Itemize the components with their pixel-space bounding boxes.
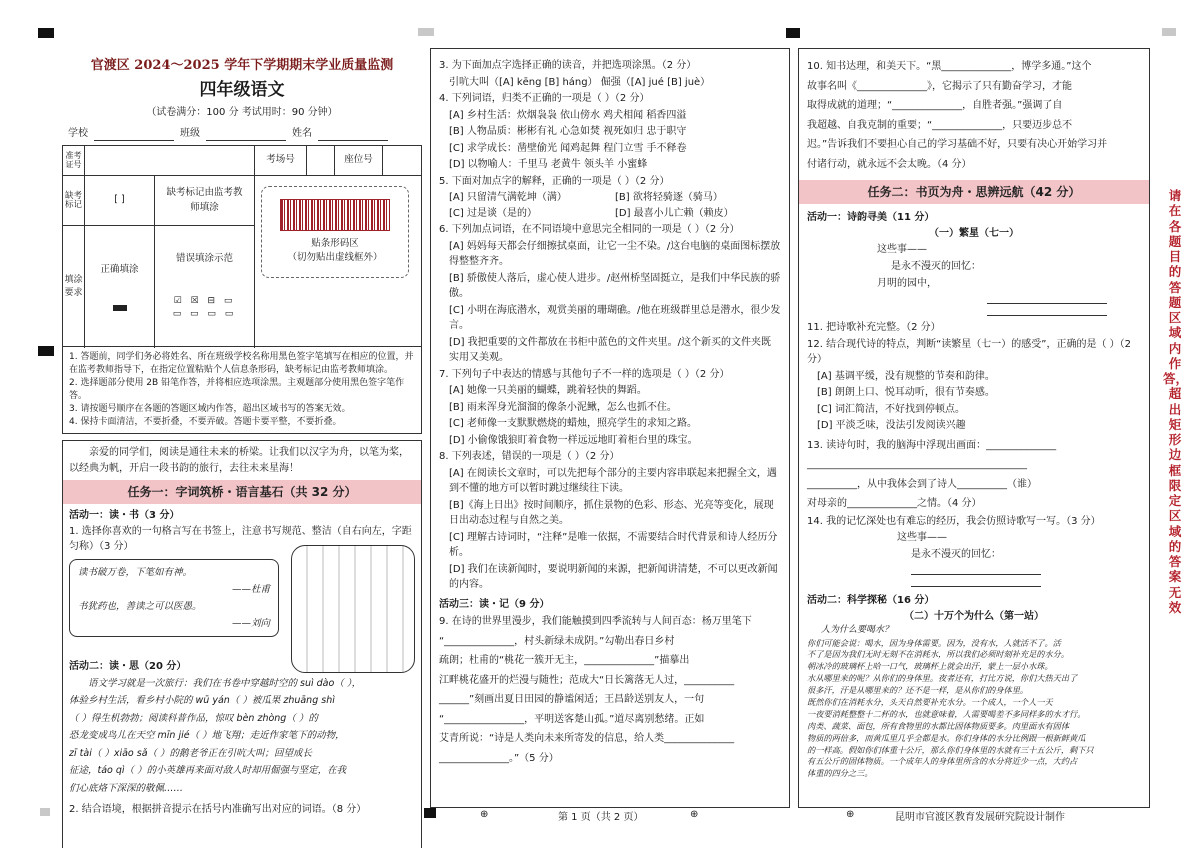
option[interactable]: [A] 妈妈每天都会仔细擦拭桌面，让它一尘不染。/这台电脑的桌面图标摆放得整整齐齐。 bbox=[449, 240, 781, 267]
registration-mark bbox=[38, 346, 54, 356]
pinyin-passage: 语文学习就是一次旅行：我们在书卷中穿越时空的 suì dào（ ）， 体验乡村生活，看乡村小院的 wū yán（ ）被瓜果 zhuāng shì （ ）得生机勃勃；阅读科普作品，惊叹 bèn zhòng（ ）的 恐龙变成鸟儿在天空 mīn jié（ ）地飞翔；走近作家笔下的动物， zī tài（ ）xiāo sǎ（ ）的鹅老爷正在引吭大叫；回望成长 征途，táo qì（ ）的小英雄再来面对敌人时却用倔强与坚定，在我 们心底烙下深深的敬佩…… bbox=[69, 677, 362, 795]
registration-mark bbox=[38, 28, 54, 38]
question-6: 6. 下列加点词语，在不同语境中意思完全相同的一项是（ ）（2 分） [A] 妈妈每天都会仔细擦拭桌面，让它一尘不染。/这台电脑的桌面图标摆放得整整齐齐。 [B] 骄傲使人落后，虚心使人进步。/赵州桥坚固挺立，是我们中华民族的骄傲。 [C] 小明在海底潜水，观赏美丽的珊瑚礁。/他在班级群里总是潜水，很少发言。 [D] 我把重要的文件都放在书柜中蓝色的文件夹里。/这个新买的文件夹既实用又美观。 bbox=[439, 222, 781, 366]
option[interactable]: [D] 我们在读新闻时，要说明新闻的来源，把新闻讲清楚，不可以更改新闻的内容。 bbox=[449, 563, 778, 590]
option[interactable]: [D] 小偷像饿狼盯着食物一样远远地盯着柜台里的珠宝。 bbox=[449, 434, 698, 446]
column-middle bbox=[430, 48, 790, 808]
barcode-note: （切勿贴出虚线框外） bbox=[287, 252, 383, 263]
qk-checkbox[interactable]: [ ] bbox=[85, 176, 155, 226]
option[interactable]: [A] 基调平缓，没有规整的节奏和韵律。 bbox=[817, 370, 995, 382]
tt-label: 填涂要求 bbox=[63, 226, 85, 348]
zkz-label: 准考证号 bbox=[63, 146, 85, 176]
question-4: 4. 下列词语，归类不正确的一项是（ ）（2 分） [A] 乡村生活：炊烟袅袅 依山傍水 鸡犬相闻 稻香四溢 [B] 人物品质：彬彬有礼 心急如焚 视死如归 忠于职守 [C] 求学成长：凿壁偷光 闻鸡起舞 程门立雪 手不释卷 [D] 以物喻人：千里马 老黄牛 领头羊 小蜜蜂 bbox=[439, 91, 781, 173]
registration-mark bbox=[40, 808, 50, 816]
question-5: 5. 下面对加点字的解释，正确的一项是（ ）（2 分） [A] 只留清气满乾坤（满） [B] 欲将轻骑逐（骑马） [C] 过是谈（是的） [D] 最喜小儿亡赖（赖皮） bbox=[439, 174, 781, 222]
answer-section-1 bbox=[62, 440, 422, 848]
option[interactable]: [B]《海上日出》按时间顺序，抓住景物的色彩、形态、光亮等变化，展现日出动态过程与自然之美。 bbox=[449, 499, 774, 526]
registration-mark bbox=[418, 28, 434, 36]
school-label: 学校 bbox=[68, 128, 88, 139]
option[interactable]: [C] 词汇简洁，不好找到停顿点。 bbox=[817, 403, 965, 415]
page-number: 第 1 页（共 2 页） bbox=[558, 812, 644, 823]
registration-mark bbox=[1162, 28, 1176, 36]
question-14: 14. 我的记忆深处也有难忘的经历，我会仿照诗歌写一写。（3 分） bbox=[807, 515, 1101, 527]
question-13: 13. 读诗句时，我的脑海中浮现出画面：______________ ____________________________________________ __________，从中我体会到了诗人__________（谁） 对母亲的______________之情。（4 分） bbox=[807, 439, 1057, 509]
crosshair-icon: ⊕ bbox=[690, 809, 699, 820]
question-8: 8. 下列表述，错误的一项是（ ）（2 分） [A] 在阅读长文章时，可以先把每个部分的主要内容串联起来把握全文，遇到不懂的地方可以暂时跳过继续往下读。 [B]《海上日出》按时间顺序，抓住景物的色彩、形态、光亮等变化，展现日出动态过程与自然之美。 [C] 理解古诗词时，“注释”是唯一依据，不需要结合时代背景和诗人经历分析。 [D] 我们在读新闻时，要说明新闻的来源，把新闻讲清楚，不可以更改新闻的内容。 bbox=[439, 449, 781, 593]
question-12: 12. 结合现代诗的特点，判断“读繁星（七一）的感受”，正确的是（ ）（2 分） [A] 基调平缓，没有规整的节奏和韵律。 [B] 朗朗上口、悦耳动听，很有节奏感。 [C] 词汇简洁，不好找到停顿点。 [D] 平淡乏味，没法引发阅读兴趣 bbox=[807, 337, 1141, 434]
instruction-item: 2. 选择题部分使用 2B 铅笔作答，并将相应选项涂黑。主观题部分使用黑色签字笔作答。 bbox=[69, 378, 405, 402]
question-1: 1. 选择你喜欢的一句格言写在书签上，注意书写规范、整洁（自右向左，字距匀称）（3 分） bbox=[69, 525, 412, 553]
option[interactable]: [D] 平淡乏味，没法引发阅读兴趣 bbox=[817, 420, 966, 431]
activity-3-title: 活动三：读・记（9 分） bbox=[439, 598, 550, 610]
option[interactable]: [A] 只留清气满乾坤（满） bbox=[449, 192, 567, 203]
id-box bbox=[62, 145, 422, 347]
option[interactable]: [A] 在阅读长文章时，可以先把每个部分的主要内容串联起来把握全文，遇到不懂的地方可以暂时跳过继续往下读。 bbox=[449, 467, 777, 494]
poem-blank[interactable] bbox=[987, 304, 1107, 316]
zkz-field[interactable] bbox=[85, 146, 255, 176]
bookmark-writing-area[interactable] bbox=[291, 545, 415, 673]
zwh-label: 座位号 bbox=[335, 146, 383, 176]
activity-2-title: 活动二：读・思（20 分） bbox=[69, 661, 187, 673]
question-7: 7. 下列句子中表达的情感与其他句子不一样的选项是（ ）（2 分） [A] 她像一只美丽的蝴蝶，跳着轻快的舞蹈。 [B] 雨来浑身光溜溜的像条小泥鳅，怎么也抓不住。 [C] 老师像一支默默燃烧的蜡烛，照亮学生的求知之路。 [D] 小偷像饿狼盯着食物一样远远地盯着柜台里的珠宝。 bbox=[439, 367, 781, 449]
activity-1-title: 活动一：读・书（3 分） bbox=[69, 510, 180, 522]
class-label: 班级 bbox=[180, 128, 200, 139]
option[interactable]: [D] 最喜小儿亡赖（赖皮） bbox=[615, 207, 734, 219]
poem-writing: 这些事—— 是永不漫灭的回忆： bbox=[807, 529, 1141, 587]
reading-title: （二）十万个为什么（第一站） bbox=[904, 610, 1044, 622]
poem-blank[interactable] bbox=[987, 292, 1107, 304]
barcode-icon bbox=[280, 199, 390, 231]
crosshair-icon: ⊕ bbox=[846, 809, 855, 820]
option[interactable]: [C] 求学成长：凿壁偷光 闻鸡起舞 程门立雪 手不释卷 bbox=[449, 142, 687, 154]
registration-mark bbox=[786, 28, 800, 38]
exam-meta: （试卷满分：100 分 考试用时：90 分钟） bbox=[146, 107, 338, 118]
side-warning: 请在各题目的答题区域内作答，超出矩形边框限定区域的答案无效 bbox=[1163, 188, 1189, 615]
task-1-header: 任务一：字词筑桥・语言基石（共 32 分） bbox=[63, 480, 421, 504]
question-10: 10. 知书达理，和美天下。“黑______________，博学多通。”这个 故事名叫《______________》，它揭示了只有勤奋学习，才能 取得成就的道理；“______________，自胜者强。”强调了自 我超越、自我克制的重要；“______________，只要迈步总不 迟。”告诉我们不要担心自己的学习基础不好，只要有决心开始学习并 付诸行动，就永远不会太晚。（4 分） bbox=[807, 61, 1108, 170]
zwh-field[interactable] bbox=[383, 146, 421, 176]
column-right bbox=[798, 48, 1150, 808]
option[interactable]: [D] 我把重要的文件都放在书柜中蓝色的文件夹里。/这个新买的文件夹既实用又美观。 bbox=[449, 336, 772, 363]
barcode-label: 贴条形码区 bbox=[311, 237, 359, 249]
exam-title: 官渡区 2024～2025 学年下学期期末学业质量监测 bbox=[90, 58, 394, 73]
poem: 这些事—— 是永不漫灭的回忆： 月明的园中， bbox=[807, 241, 1141, 316]
name-field[interactable] bbox=[318, 126, 388, 141]
instruction-item: 4. 保持卡面清洁，不要折叠，不要弄破。答题卡要平整，不要折叠。 bbox=[69, 417, 342, 428]
option[interactable]: [B] 欲将轻骑逐（骑马） bbox=[615, 192, 723, 203]
instructions bbox=[62, 347, 422, 434]
wrong-fill-example: 错误填涂示范 ☑ ☒ ⊟ ▭ ▭ ▭ ▭ ▭ bbox=[155, 226, 255, 348]
student-info-row bbox=[68, 126, 422, 141]
poem-blank[interactable] bbox=[911, 575, 1041, 587]
task-2-header: 任务二：书页为舟・思辨远航（42 分） bbox=[799, 180, 1149, 204]
instruction-item: 3. 请按题号顺序在各题的答题区域内作答，超出区域书写的答案无效。 bbox=[69, 404, 351, 415]
activity-c2-title: 活动二：科学探秘（16 分） bbox=[807, 595, 935, 606]
registration-mark bbox=[424, 808, 436, 818]
correct-fill-example: 正确填涂 bbox=[85, 226, 155, 348]
question-11: 11. 把诗歌补充完整。（2 分） bbox=[807, 322, 941, 333]
instruction-item: 1. 答题前，同学们务必将姓名、所在班级学校名称用黑色签字笔填写在相应的位置，并在监考教师指导下，在指定位置粘贴个人信息条形码，缺考标记由监考教师填涂。 bbox=[69, 352, 414, 376]
reading-passage: 你们可能会说：喝水，因为身体需要。因为，没有水，人就活不了。活 不了是因为我们无时无刻不在消耗水，所以我们必须时刻补充足的水分。 朝冰冷的玻璃杯上哈一口气，玻璃杯上就会出汗，蒙上一层小水珠。 水从哪里来的呢？从你们的身体里。夜者还有，打比方说，你们大热天出了 很多汗，汗是从哪里来的？还不是一样，是从你们的身体里。 既然你们在消耗水分，头天自然要补充水分。一个成人，一个人一天 一夜要消耗整整十二杯的水，也就意味着，人需要喝差不多同样多的水才行。 肉类、蔬菜、面包，所有食物里的水都比固体物质要多。肉里面水有固体 物质的两倍多，而黄瓜里几乎全都是水。你们身体的水分比例跟一根新鲜黄瓜 的一样高。假如你们体重十公斤，那么你们身体里的水就有三十五公斤，剩下只 有五公斤的固体物质。一个成年人的身体里所含的水分将近少一点，大约占 体重的四分之三。 bbox=[807, 637, 1094, 779]
option[interactable]: [D] 以物喻人：千里马 老黄牛 领头羊 小蜜蜂 bbox=[449, 159, 648, 170]
quote-card: 读书破万卷，下笔如有神。 ——杜甫 书犹药也，善读之可以医愚。 ——刘向 bbox=[69, 559, 279, 637]
organization-credit: 昆明市官渡区教育发展研究院设计制作 bbox=[895, 812, 1065, 823]
reading-question: 人为什么要喝水？ bbox=[821, 625, 894, 635]
barcode-area bbox=[261, 186, 409, 278]
option[interactable]: [A] 她像一只美丽的蝴蝶，跳着轻快的舞蹈。 bbox=[449, 385, 647, 396]
intro-text: 亲爱的同学们，阅读是通往未来的桥梁。让我们以汉字为舟，以笔为桨，以经典为帆，开启一段书韵的旅行，去往未来星海！ bbox=[69, 447, 409, 474]
poem-blank[interactable] bbox=[911, 563, 1041, 575]
qk-note: 缺考标记由监考教师填涂 bbox=[155, 176, 255, 226]
question-3: 3. 为下面加点字选择正确的读音，并把选项涂黑。（2 分） 引吭大叫（[A] kēng [B] háng） 倔强（[A] jué [B] juè） bbox=[439, 60, 711, 88]
qk-label: 缺考标记 bbox=[63, 176, 85, 226]
option[interactable]: [C] 过是谈（是的） bbox=[449, 207, 537, 219]
option[interactable]: [C] 小明在海底潜水，观赏美丽的珊瑚礁。/他在班级群里总是潜水，很少发言。 bbox=[449, 304, 781, 331]
option[interactable]: [B] 骄傲使人落后，虚心使人进步。/赵州桥坚固挺立，是我们中华民族的骄傲。 bbox=[449, 272, 781, 299]
poem-title: （一）繁星（七一） bbox=[929, 227, 1019, 239]
option[interactable]: [A] 乡村生活：炊烟袅袅 依山傍水 鸡犬相闻 稻香四溢 bbox=[449, 109, 687, 121]
class-field[interactable] bbox=[206, 126, 286, 141]
name-label: 姓名 bbox=[292, 128, 312, 139]
question-2: 2. 结合语境，根据拼音提示在括号内准确写出对应的词语。（8 分） bbox=[69, 803, 367, 815]
subject-title: 四年级语文 bbox=[199, 79, 285, 100]
option[interactable]: [C] 老师像一支默默燃烧的蜡烛，照亮学生的求知之路。 bbox=[449, 418, 697, 429]
kch-label: 考场号 bbox=[255, 146, 307, 176]
option[interactable]: [B] 朗朗上口、悦耳动听，很有节奏感。 bbox=[817, 387, 995, 398]
option[interactable]: [B] 人物品质：彬彬有礼 心急如焚 视死如归 忠于职守 bbox=[449, 126, 687, 137]
option[interactable]: [C] 理解古诗词时，“注释”是唯一依据，不需要结合时代背景和诗人经历分析。 bbox=[449, 531, 778, 558]
question-9: 9. 在诗的世界里漫步，我们能触摸到四季流转与人间百态：杨万里笔下 “______________，村头新绿未成阴。”勾勒出春日乡村 疏朗；杜甫的“桃花一簇开无主，______________”描摹出 江畔桃花盛开的烂漫与随性；范成大“日长篱落无人过，__________ ______”刻画出夏日田园的静谧闲适；王昌龄送别友人，一句 “________________，平明送客楚山孤。”道尽离别愁绪。正如 艾青所说：“诗是人类向未来所寄发的信息，给人类______________ ______________。”（5 分） bbox=[439, 616, 752, 764]
activity-c1-title: 活动一：诗韵寻美（11 分） bbox=[807, 212, 935, 223]
option[interactable]: [B] 雨来浑身光溜溜的像条小泥鳅，怎么也抓不住。 bbox=[449, 401, 677, 413]
crosshair-icon: ⊕ bbox=[480, 809, 489, 820]
kch-field[interactable] bbox=[307, 146, 335, 176]
school-field[interactable] bbox=[94, 126, 174, 141]
column-left bbox=[62, 48, 422, 815]
